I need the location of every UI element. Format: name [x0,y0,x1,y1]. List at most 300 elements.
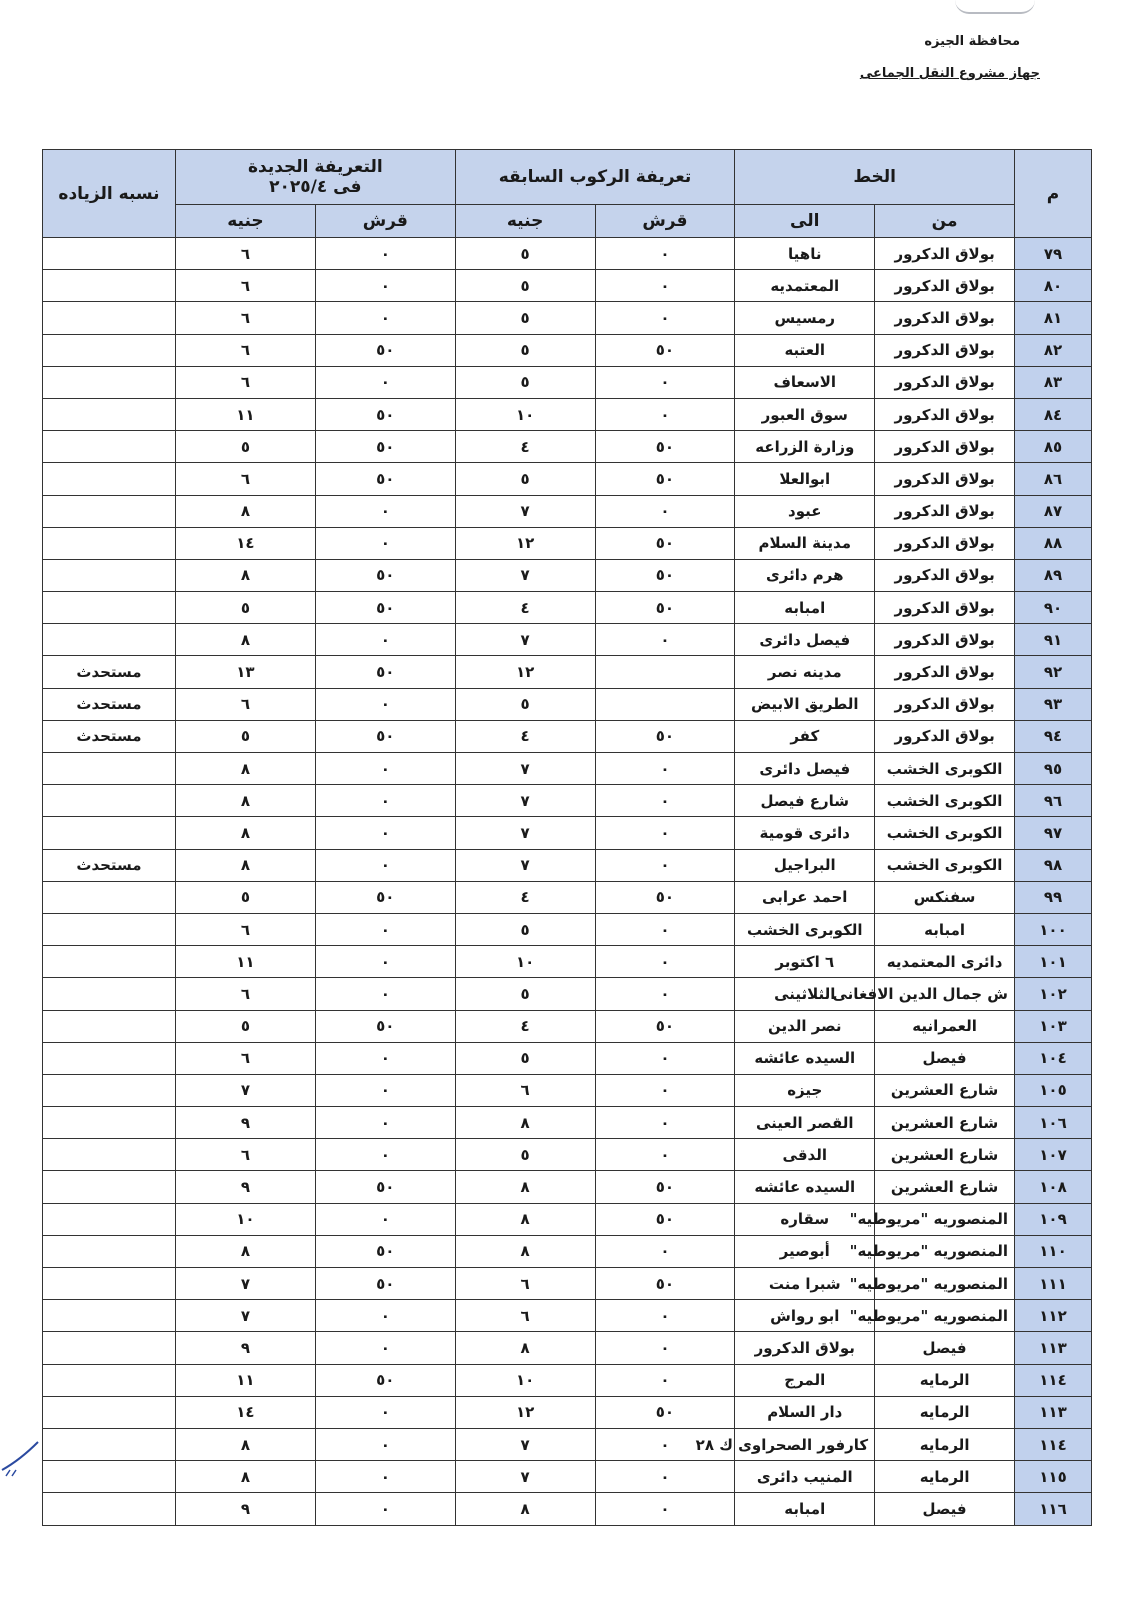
row-number: ٩٢ [1015,656,1092,688]
row-number: ١١٤ [1015,1364,1092,1396]
new-qirsh-cell: ٥٠ [315,592,455,624]
table-row [43,688,1092,720]
from-cell: بولاق الدكرور [875,366,1015,398]
new-qirsh-cell: ٠ [315,1139,455,1171]
col-increase-header: نسبه الزياده [43,150,176,238]
table-row [43,753,1092,785]
increase-cell [43,1300,176,1332]
table-row [43,720,1092,752]
table-row [43,1203,1092,1235]
new-qirsh-cell: ٥٠ [315,559,455,591]
new-pound-cell: ٨ [176,1461,316,1493]
table-row [43,849,1092,881]
from-cell: فيصل [875,1042,1015,1074]
increase-cell: مستحدث [43,656,176,688]
prev-pound-cell: ٧ [455,495,595,527]
increase-cell [43,1042,176,1074]
to-cell: جيزه [735,1074,875,1106]
increase-cell [43,1107,176,1139]
increase-cell [43,495,176,527]
to-cell: السيده عائشه [735,1171,875,1203]
increase-cell [43,753,176,785]
col-number-header: م [1015,150,1092,238]
prev-pound-cell: ٥ [455,1042,595,1074]
from-cell: الكوبرى الخشب [875,753,1015,785]
new-qirsh-cell: ٠ [315,753,455,785]
new-qirsh-cell: ٠ [315,1300,455,1332]
to-cell: فيصل دائرى [735,624,875,656]
row-number: ١٠٣ [1015,1010,1092,1042]
table-row [43,1428,1092,1460]
table-row [43,624,1092,656]
to-cell: امبابه [735,1493,875,1525]
tariff-table [42,149,1092,1526]
prev-pound-header: جنيه [455,205,595,238]
prev-pound-cell: ٧ [455,1428,595,1460]
prev-qirsh-cell: ٥٠ [595,527,735,559]
agency-label: جهاز مشروع النقل الجماعى [859,66,1040,81]
prev-qirsh-cell: ٠ [595,817,735,849]
prev-pound-cell: ٥ [455,334,595,366]
increase-cell [43,1010,176,1042]
prev-pound-cell: ٥ [455,238,595,270]
to-cell: سقاره [735,1203,875,1235]
to-cell: الكوبرى الخشب [735,913,875,945]
new-qirsh-cell: ٥٠ [315,1171,455,1203]
new-pound-cell: ١٤ [176,527,316,559]
prev-qirsh-cell: ٥٠ [595,1010,735,1042]
new-pound-cell: ٦ [176,302,316,334]
new-pound-cell: ٦ [176,1042,316,1074]
table-row [43,302,1092,334]
from-cell: شارع العشرين [875,1139,1015,1171]
from-cell: امبابه [875,913,1015,945]
from-cell: فيصل [875,1332,1015,1364]
new-pound-cell: ٧ [176,1300,316,1332]
prev-qirsh-cell: ٠ [595,1042,735,1074]
new-pound-cell: ٩ [176,1493,316,1525]
from-cell: بولاق الدكرور [875,238,1015,270]
prev-pound-cell: ٥ [455,463,595,495]
table-row [43,1332,1092,1364]
increase-cell [43,1268,176,1300]
new-pound-cell: ٦ [176,913,316,945]
to-cell: ٦ اكتوبر [735,946,875,978]
col-from-header: من [875,205,1015,238]
row-number: ١١٦ [1015,1493,1092,1525]
new-qirsh-cell: ٥٠ [315,881,455,913]
row-number: ١١٢ [1015,1300,1092,1332]
prev-qirsh-cell [595,688,735,720]
new-pound-cell: ١١ [176,398,316,430]
table-row [43,592,1092,624]
prev-pound-cell: ١٢ [455,656,595,688]
letterhead-emblem [955,0,1035,14]
increase-cell [43,913,176,945]
new-pound-cell: ٦ [176,366,316,398]
table-row [43,238,1092,270]
prev-pound-cell: ١٠ [455,946,595,978]
increase-cell [43,527,176,559]
to-cell: امبابه [735,592,875,624]
row-number: ٨١ [1015,302,1092,334]
prev-pound-cell: ٥ [455,913,595,945]
prev-pound-cell: ٥ [455,302,595,334]
prev-qirsh-cell: ٥٠ [595,559,735,591]
increase-cell [43,1428,176,1460]
new-pound-cell: ٦ [176,270,316,302]
to-cell: السيده عائشه [735,1042,875,1074]
to-cell: هرم دائرى [735,559,875,591]
new-qirsh-cell: ٠ [315,495,455,527]
new-pound-cell: ٨ [176,559,316,591]
increase-cell [43,559,176,591]
prev-qirsh-cell: ٠ [595,1107,735,1139]
prev-qirsh-cell: ٠ [595,1074,735,1106]
table-row [43,1074,1092,1106]
table-row [43,881,1092,913]
increase-cell [43,398,176,430]
row-number: ٩٤ [1015,720,1092,752]
row-number: ٨٧ [1015,495,1092,527]
prev-qirsh-cell: ٥٠ [595,1203,735,1235]
to-cell: رمسيس [735,302,875,334]
from-cell: المنصوريه "مريوطيه" [875,1268,1015,1300]
table-row [43,1461,1092,1493]
row-number: ١٠٨ [1015,1171,1092,1203]
increase-cell [43,463,176,495]
prev-qirsh-cell: ٠ [595,978,735,1010]
prev-pound-cell: ٤ [455,1010,595,1042]
to-cell: المرج [735,1364,875,1396]
from-cell: بولاق الدكرور [875,302,1015,334]
to-cell: احمد عرابى [735,881,875,913]
to-cell: الاسعاف [735,366,875,398]
prev-qirsh-cell: ٥٠ [595,1268,735,1300]
increase-cell [43,1139,176,1171]
row-number: ٨٢ [1015,334,1092,366]
prev-pound-cell: ٨ [455,1107,595,1139]
prev-qirsh-cell: ٥٠ [595,1171,735,1203]
row-number: ١٠١ [1015,946,1092,978]
from-cell: بولاق الدكرور [875,624,1015,656]
from-cell: بولاق الدكرور [875,463,1015,495]
to-cell: وزارة الزراعه [735,431,875,463]
prev-qirsh-cell: ٠ [595,785,735,817]
from-cell: بولاق الدكرور [875,656,1015,688]
subheader-row [43,205,1092,238]
table-row [43,1364,1092,1396]
table-row [43,1107,1092,1139]
increase-cell [43,334,176,366]
increase-cell [43,1332,176,1364]
new-qirsh-cell: ٠ [315,1042,455,1074]
increase-cell [43,785,176,817]
prev-qirsh-cell: ٠ [595,849,735,881]
prev-pound-cell: ٨ [455,1332,595,1364]
new-pound-cell: ٦ [176,463,316,495]
new-qirsh-cell: ٥٠ [315,720,455,752]
increase-cell [43,1235,176,1267]
increase-cell: مستحدث [43,849,176,881]
increase-cell [43,978,176,1010]
new-qirsh-cell: ٠ [315,1428,455,1460]
new-qirsh-cell: ٠ [315,688,455,720]
to-cell: الدقى [735,1139,875,1171]
new-qirsh-cell: ٥٠ [315,1268,455,1300]
to-cell: القصر العينى [735,1107,875,1139]
prev-pound-cell: ٥ [455,978,595,1010]
new-pound-cell: ٧ [176,1268,316,1300]
row-number: ٨٨ [1015,527,1092,559]
prev-pound-cell: ٥ [455,688,595,720]
prev-pound-cell: ٥ [455,270,595,302]
increase-cell [43,946,176,978]
to-cell: ناهيا [735,238,875,270]
new-qirsh-cell: ٠ [315,817,455,849]
prev-qirsh-cell: ٠ [595,270,735,302]
col-new-fare-header [176,150,456,205]
table-row [43,656,1092,688]
to-cell: الثلاثينى [735,978,875,1010]
new-qirsh-cell: ٠ [315,624,455,656]
table-row [43,1268,1092,1300]
table-row [43,1042,1092,1074]
row-number: ١٠٥ [1015,1074,1092,1106]
prev-pound-cell: ١٠ [455,398,595,430]
prev-qirsh-cell: ٠ [595,1139,735,1171]
prev-qirsh-cell: ٠ [595,1428,735,1460]
new-qirsh-cell: ٥٠ [315,431,455,463]
prev-pound-cell: ٧ [455,785,595,817]
from-cell: بولاق الدكرور [875,334,1015,366]
row-number: ٩٨ [1015,849,1092,881]
new-pound-cell: ٥ [176,720,316,752]
new-pound-cell: ٩ [176,1332,316,1364]
table-row [43,1235,1092,1267]
new-pound-cell: ٨ [176,785,316,817]
new-pound-cell: ٨ [176,624,316,656]
prev-qirsh-cell: ٠ [595,302,735,334]
new-pound-cell: ٦ [176,334,316,366]
new-pound-cell: ١٣ [176,656,316,688]
new-qirsh-cell: ٠ [315,1074,455,1106]
new-qirsh-cell: ٠ [315,1332,455,1364]
row-number: ٩٠ [1015,592,1092,624]
table-row [43,559,1092,591]
row-number: ١١٣ [1015,1396,1092,1428]
col-line-header: الخط [735,150,1015,205]
from-cell: بولاق الدكرور [875,431,1015,463]
prev-qirsh-cell: ٥٠ [595,463,735,495]
increase-cell [43,1461,176,1493]
prev-pound-cell: ٧ [455,1461,595,1493]
from-cell: بولاق الدكرور [875,495,1015,527]
new-qirsh-cell: ٥٠ [315,334,455,366]
new-pound-cell: ٦ [176,1139,316,1171]
prev-pound-cell: ٥ [455,366,595,398]
prev-qirsh-cell [595,656,735,688]
table-row [43,334,1092,366]
from-cell: ش جمال الدين الافغانى [875,978,1015,1010]
new-qirsh-cell: ٥٠ [315,398,455,430]
prev-pound-cell: ٧ [455,559,595,591]
new-qirsh-cell: ٠ [315,527,455,559]
to-cell: المعتمديه [735,270,875,302]
row-number: ٨٤ [1015,398,1092,430]
increase-cell [43,270,176,302]
new-pound-cell: ٥ [176,592,316,624]
new-pound-cell: ١٠ [176,1203,316,1235]
new-qirsh-cell: ٠ [315,1461,455,1493]
row-number: ١٠٠ [1015,913,1092,945]
new-qirsh-cell: ٥٠ [315,656,455,688]
table-row [43,527,1092,559]
increase-cell [43,1396,176,1428]
row-number: ١٠٧ [1015,1139,1092,1171]
prev-pound-cell: ٤ [455,592,595,624]
to-cell: سوق العبور [735,398,875,430]
table-row [43,398,1092,430]
table-row [43,1300,1092,1332]
prev-qirsh-cell: ٥٠ [595,1396,735,1428]
prev-qirsh-cell: ٥٠ [595,431,735,463]
prev-pound-cell: ١٢ [455,1396,595,1428]
to-cell: دار السلام [735,1396,875,1428]
prev-pound-cell: ٧ [455,849,595,881]
prev-qirsh-cell: ٥٠ [595,720,735,752]
new-pound-cell: ٩ [176,1107,316,1139]
prev-pound-cell: ٧ [455,753,595,785]
from-cell: الرمايه [875,1396,1015,1428]
margin-signature-mark [0,1440,40,1480]
row-number: ٩٩ [1015,881,1092,913]
from-cell: دائرى المعتمديه [875,946,1015,978]
new-pound-cell: ٥ [176,1010,316,1042]
prev-qirsh-cell: ٥٠ [595,334,735,366]
prev-qirsh-cell: ٠ [595,366,735,398]
prev-pound-cell: ٦ [455,1074,595,1106]
prev-qirsh-cell: ٠ [595,1461,735,1493]
prev-qirsh-cell: ٠ [595,1332,735,1364]
new-qirsh-header: قرش [315,205,455,238]
to-cell: مدينه نصر [735,656,875,688]
prev-pound-cell: ٤ [455,720,595,752]
increase-cell: مستحدث [43,688,176,720]
new-qirsh-cell: ٠ [315,238,455,270]
governorate-label: محافظة الجيزه [924,34,1020,49]
from-cell: العمرانيه [875,1010,1015,1042]
row-number: ٨٦ [1015,463,1092,495]
from-cell: شارع العشرين [875,1171,1015,1203]
row-number: ١١٣ [1015,1332,1092,1364]
from-cell: سفنكس [875,881,1015,913]
from-cell: بولاق الدكرور [875,592,1015,624]
prev-qirsh-cell: ٠ [595,1235,735,1267]
to-cell: ابو رواش [735,1300,875,1332]
row-number: ١١٥ [1015,1461,1092,1493]
to-cell: بولاق الدكرور [735,1332,875,1364]
new-qirsh-cell: ٠ [315,978,455,1010]
to-cell: ابوالعلا [735,463,875,495]
to-cell: المنيب دائرى [735,1461,875,1493]
row-number: ٨٥ [1015,431,1092,463]
prev-pound-cell: ٧ [455,817,595,849]
to-cell: العتبه [735,334,875,366]
prev-qirsh-cell: ٠ [595,495,735,527]
table-row [43,366,1092,398]
increase-cell [43,1171,176,1203]
prev-qirsh-cell: ٥٠ [595,592,735,624]
prev-pound-cell: ٦ [455,1300,595,1332]
new-pound-cell: ٧ [176,1074,316,1106]
new-qirsh-cell: ٥٠ [315,463,455,495]
new-qirsh-cell: ٥٠ [315,1364,455,1396]
increase-cell [43,302,176,334]
table-row [43,463,1092,495]
row-number: ٧٩ [1015,238,1092,270]
row-number: ١٠٦ [1015,1107,1092,1139]
prev-qirsh-cell: ٠ [595,238,735,270]
prev-pound-cell: ٥ [455,1139,595,1171]
prev-qirsh-cell: ٠ [595,753,735,785]
from-cell: الكوبرى الخشب [875,785,1015,817]
increase-cell [43,238,176,270]
prev-pound-cell: ١٠ [455,1364,595,1396]
new-qirsh-cell: ٠ [315,785,455,817]
prev-qirsh-cell: ٥٠ [595,881,735,913]
col-to-header: الى [735,205,875,238]
prev-pound-cell: ٦ [455,1268,595,1300]
from-cell: المنصوريه "مريوطيه" [875,1235,1015,1267]
row-number: ٩٧ [1015,817,1092,849]
row-number: ٨٩ [1015,559,1092,591]
to-cell: شبرا منت [735,1268,875,1300]
new-qirsh-cell: ٥٠ [315,1235,455,1267]
table-row [43,946,1092,978]
new-pound-cell: ٨ [176,1235,316,1267]
from-cell: الكوبرى الخشب [875,849,1015,881]
prev-qirsh-cell: ٠ [595,1493,735,1525]
new-pound-cell: ٦ [176,688,316,720]
prev-qirsh-cell: ٠ [595,946,735,978]
to-cell: مدينة السلام [735,527,875,559]
row-number: ١٠٩ [1015,1203,1092,1235]
to-cell: كارفور الصحراوى ك ٢٨ [735,1428,875,1460]
new-qirsh-cell: ٠ [315,913,455,945]
new-pound-cell: ٨ [176,817,316,849]
new-qirsh-cell: ٠ [315,270,455,302]
new-fare-date: فى ٢٠٢٥/٤ [269,177,362,197]
row-number: ١٠٤ [1015,1042,1092,1074]
from-cell: الرمايه [875,1364,1015,1396]
from-cell: المنصوريه "مريوطيه" [875,1300,1015,1332]
increase-cell [43,1493,176,1525]
row-number: ٨٠ [1015,270,1092,302]
to-cell: شارع فيصل [735,785,875,817]
new-pound-cell: ٦ [176,978,316,1010]
increase-cell [43,1203,176,1235]
increase-cell [43,1364,176,1396]
increase-cell [43,592,176,624]
prev-pound-cell: ٤ [455,881,595,913]
new-qirsh-cell: ٠ [315,1493,455,1525]
table-row [43,270,1092,302]
table-row [43,978,1092,1010]
new-qirsh-cell: ٠ [315,1107,455,1139]
new-pound-cell: ٨ [176,495,316,527]
table-row [43,785,1092,817]
